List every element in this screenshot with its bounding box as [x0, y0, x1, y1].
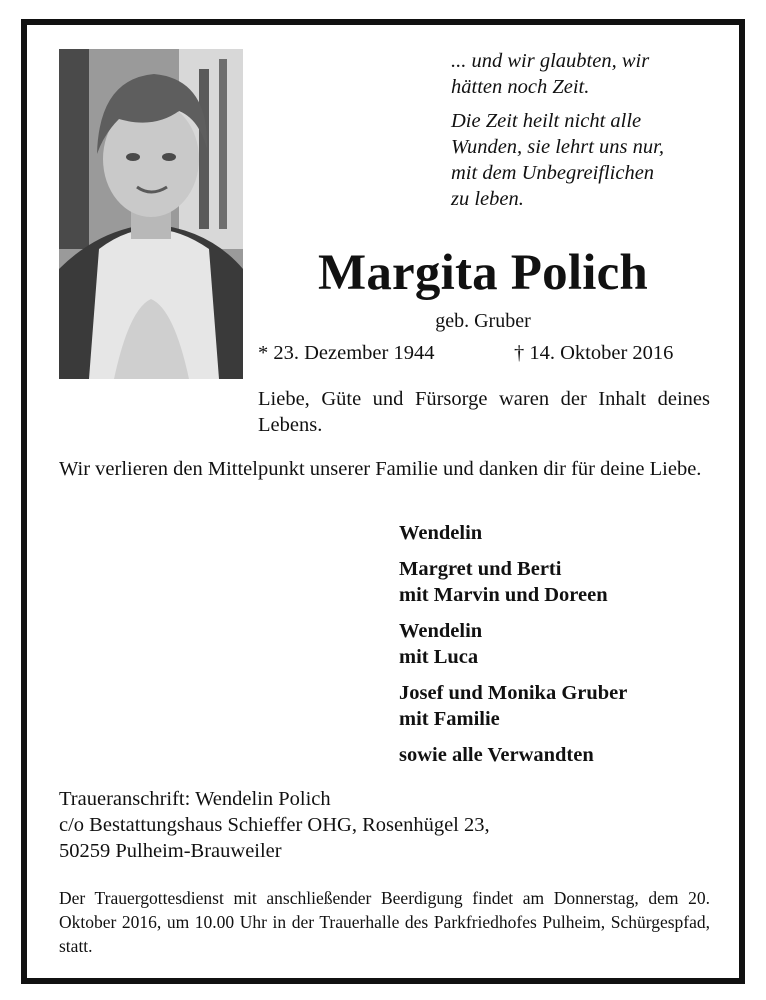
mourner-group [399, 618, 719, 670]
mourner-line: mit Luca [399, 646, 479, 668]
portrait-photo [59, 49, 243, 379]
quote [451, 48, 721, 220]
mourner-line: Margret und Berti [399, 558, 562, 580]
mourners-list [399, 520, 719, 778]
mourner-group [399, 742, 719, 768]
family-message: Wir verlieren den Mittelpunkt unserer Familie und danken dir für deine Liebe. [59, 458, 702, 480]
mourner-line: sowie alle Verwandten [399, 744, 594, 766]
mourning-address [59, 786, 659, 864]
birth-date: * 23. Dezember 1944 [258, 342, 435, 364]
address-line-3: 50259 Pulheim-Brauweiler [59, 840, 282, 862]
mourner-line: Wendelin [399, 522, 483, 544]
mourner-line: Wendelin [399, 620, 483, 642]
quote-line-2: Die Zeit heilt nicht alle Wunden, sie lehrt uns nur, mit dem Unbegreiflichen zu leben. [451, 110, 664, 210]
deceased-name: Margita Polich [318, 245, 648, 301]
mourner-group [399, 680, 719, 732]
mourner-group [399, 520, 719, 546]
mourner-line: mit Marvin und Doreen [399, 584, 608, 606]
mourner-group [399, 556, 719, 608]
death-date: † 14. Oktober 2016 [514, 342, 674, 364]
mourner-line: Josef und Monika Gruber [399, 682, 628, 704]
address-line-1: Traueranschrift: Wendelin Polich [59, 788, 331, 810]
mourner-line: mit Familie [399, 708, 500, 730]
quote-line-1: ... und wir glaubten, wir hätten noch Zeit. [451, 50, 650, 98]
address-line-2: c/o Bestattungshaus Schieffer OHG, Rosenhügel 23, [59, 814, 490, 836]
service-notice: Der Trauergottesdienst mit anschließender Beerdigung findet am Donnerstag, dem 20. Oktober 2016, um 10.00 Uhr in der Trauerhalle des Parkfriedhofes Pulheim, Schürgespfad, statt. [59, 888, 710, 956]
maiden-name: geb. Gruber [435, 310, 531, 332]
tribute-text: Liebe, Güte und Fürsorge waren der Inhalt deines Lebens. [258, 388, 710, 436]
